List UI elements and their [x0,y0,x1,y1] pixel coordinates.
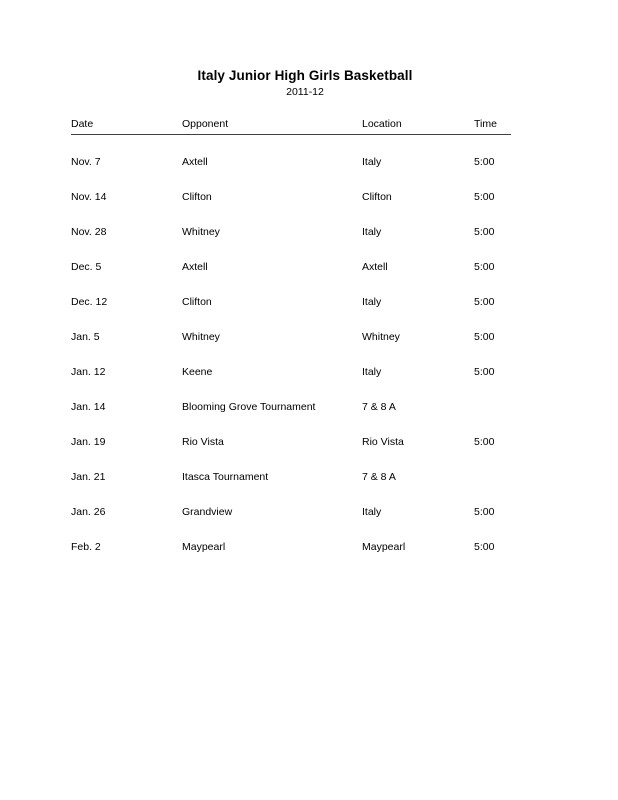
table-row [71,284,511,319]
table-row [71,135,511,180]
cell-date: Jan. 21 [71,470,106,483]
cell-location: Italy [362,155,382,168]
cell-time: 5:00 [474,155,495,168]
cell-location: Axtell [362,260,388,273]
cell-location: Italy [362,505,382,518]
cell-time: 5:00 [474,190,495,203]
cell-date: Jan. 19 [71,435,106,448]
cell-time: 5:00 [474,295,495,308]
column-header-opponent: Opponent [182,118,362,135]
cell-location: Clifton [362,190,392,203]
cell-date: Feb. 2 [71,540,101,553]
cell-time: 5:00 [474,540,495,553]
table-body [71,135,511,565]
column-header-time: Time [474,118,511,135]
table-row [71,389,511,424]
cell-location: 7 & 8 A [362,400,396,413]
cell-date: Nov. 14 [71,190,107,203]
cell-location: Italy [362,295,382,308]
column-header-location: Location [362,118,474,135]
cell-location: Italy [362,365,382,378]
table-row [71,214,511,249]
cell-location: Italy [362,225,382,238]
cell-time: 5:00 [474,365,495,378]
cell-time: 5:00 [474,225,495,238]
cell-time [474,389,511,424]
cell-time: 5:00 [474,505,495,518]
cell-location: 7 & 8 A [362,470,396,483]
cell-date: Nov. 28 [71,225,107,238]
cell-opponent: Keene [182,365,213,378]
cell-location: Maypearl [362,540,406,553]
page-subtitle: 2011-12 [286,86,324,98]
cell-opponent: Blooming Grove Tournament [182,400,316,413]
cell-date: Dec. 12 [71,295,108,308]
table-row [71,179,511,214]
cell-time: 5:00 [474,260,495,273]
table-row [71,354,511,389]
cell-opponent: Whitney [182,330,220,343]
table-header-row [71,118,511,135]
cell-date: Jan. 14 [71,400,106,413]
cell-date: Jan. 26 [71,505,106,518]
table-row [71,249,511,284]
table-row [71,459,511,494]
cell-opponent: Axtell [182,155,208,168]
cell-time: 5:00 [474,330,495,343]
cell-opponent: Clifton [182,190,212,203]
cell-date: Jan. 12 [71,365,106,378]
cell-time [474,459,511,494]
table-row [71,424,511,459]
cell-opponent: Itasca Tournament [182,470,269,483]
cell-date: Dec. 5 [71,260,102,273]
table-row [71,529,511,564]
cell-opponent: Rio Vista [182,435,224,448]
cell-time: 5:00 [474,435,495,448]
cell-location: Whitney [362,330,400,343]
cell-opponent: Axtell [182,260,208,273]
cell-location: Rio Vista [362,435,404,448]
cell-opponent: Whitney [182,225,220,238]
column-header-date: Date [71,118,182,135]
cell-opponent: Clifton [182,295,212,308]
schedule-table [71,118,511,564]
cell-date: Nov. 7 [71,155,101,168]
table-row [71,319,511,354]
cell-opponent: Maypearl [182,540,226,553]
title-block [0,68,610,99]
cell-date: Jan. 5 [71,330,100,343]
table-header [71,118,511,135]
table-row [71,494,511,529]
page-title: Italy Junior High Girls Basketball [197,68,413,83]
cell-opponent: Grandview [182,505,233,518]
